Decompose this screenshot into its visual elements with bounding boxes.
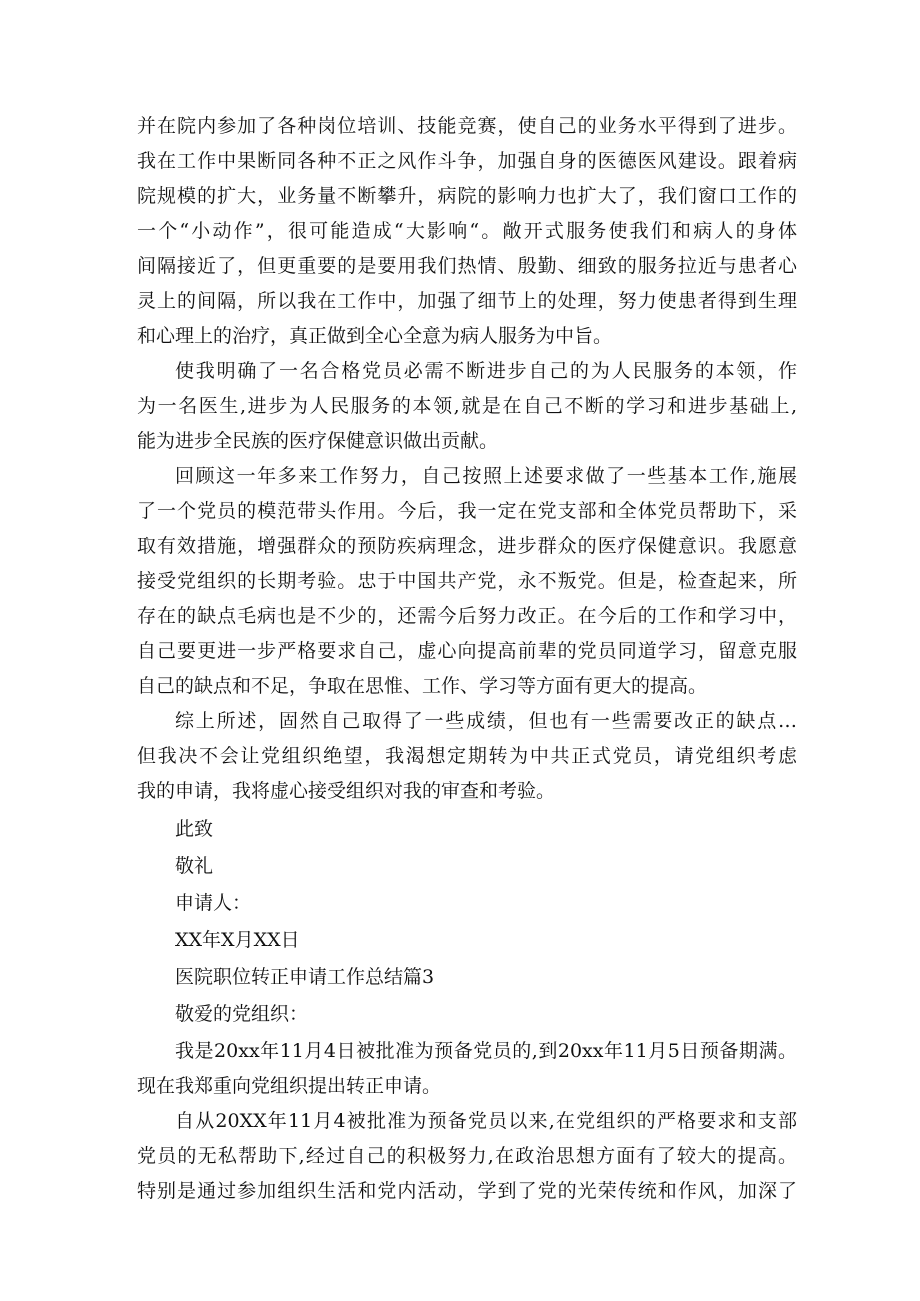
paragraph-first-line: 综上所述，固然自己取得了一些成绩，但也有一些需要改正的缺点…: [175, 710, 797, 732]
text-line: 自己要更进一步严格要求自己，虚心向提高前辈的党员同道学习，留意克服: [137, 640, 797, 662]
greeting: 敬爱的党组织：: [175, 1003, 309, 1025]
text-line: 一个“小动作”，很可能造成“大影响“。敞开式服务使我们和病人的身体: [137, 220, 797, 242]
text-line: 为一名医生,进步为人民服务的本领,就是在自己不断的学习和进步基础上,: [137, 395, 797, 417]
text-line: 自己的缺点和不足，争取在思惟、工作、学习等方面有更大的提高。: [137, 675, 708, 697]
text-line: 我在工作中果断同各种不正之风作斗争，加强自身的医德医风建设。跟着病: [137, 150, 797, 172]
text-line: 了一个党员的模范带头作用。今后，我一定在党支部和全体党员帮助下，采: [137, 500, 797, 522]
paragraph-first-line: 我是20xx年11月4日被批准为预备党员的,到20xx年11月5日预备期满。: [175, 1040, 797, 1062]
text-line: 存在的缺点毛病也是不少的，还需今后努力改正。在今后的工作和学习中，: [137, 605, 797, 627]
text-line: 并在院内参加了各种岗位培训、技能竞赛，使自己的业务水平得到了进步。: [137, 115, 797, 137]
date-line: XX年X月XX日: [175, 929, 300, 951]
paragraph-first-line: 自从20XX年11月4被批准为预备党员以来,在党组织的严格要求和支部: [175, 1110, 797, 1132]
text-line: 现在我郑重向党组织提出转正申请。: [137, 1075, 442, 1097]
text-line: 和心理上的治疗，真正做到全心全意为病人服务为中旨。: [137, 325, 613, 347]
applicant-label: 申请人：: [175, 892, 252, 914]
text-line: 间隔接近了，但更重要的是要用我们热情、殷勤、细致的服务拉近与患者心: [137, 255, 797, 277]
text-line: 取有效措施，增强群众的预防疾病理念，进步群众的医疗保健意识。我愿意: [137, 535, 797, 557]
closing-salutation: 此致: [175, 818, 214, 840]
closing-regards: 敬礼: [175, 855, 214, 877]
text-line: 能为进步全民族的医疗保健意识做出贡献。: [137, 430, 499, 452]
paragraph-first-line: 使我明确了一名合格党员必需不断进步自己的为人民服务的本领，作: [175, 360, 797, 382]
text-line: 院规模的扩大，业务量不断攀升，病院的影响力也扩大了，我们窗口工作的: [137, 185, 797, 207]
text-line: 特别是通过参加组织生活和党内活动，学到了党的光荣传统和作风，加深了: [137, 1180, 797, 1202]
text-line: 党员的无私帮助下,经过自己的积极努力,在政治思想方面有了较大的提高。: [137, 1145, 797, 1167]
text-line: 接受党组织的长期考验。忠于中国共产党，永不叛党。但是，检查起来，所: [137, 570, 797, 592]
section-title: 医院职位转正申请工作总结篇3: [175, 966, 435, 988]
paragraph-first-line: 回顾这一年多来工作努力，自己按照上述要求做了一些基本工作,施展: [175, 465, 797, 487]
text-line: 但我决不会让党组织绝望，我渴想定期转为中共正式党员，请党组织考虑: [137, 745, 797, 767]
text-line: 灵上的间隔，所以我在工作中，加强了细节上的处理，努力使患者得到生理: [137, 290, 797, 312]
text-line: 我的申请，我将虚心接受组织对我的审查和考验。: [137, 780, 556, 802]
